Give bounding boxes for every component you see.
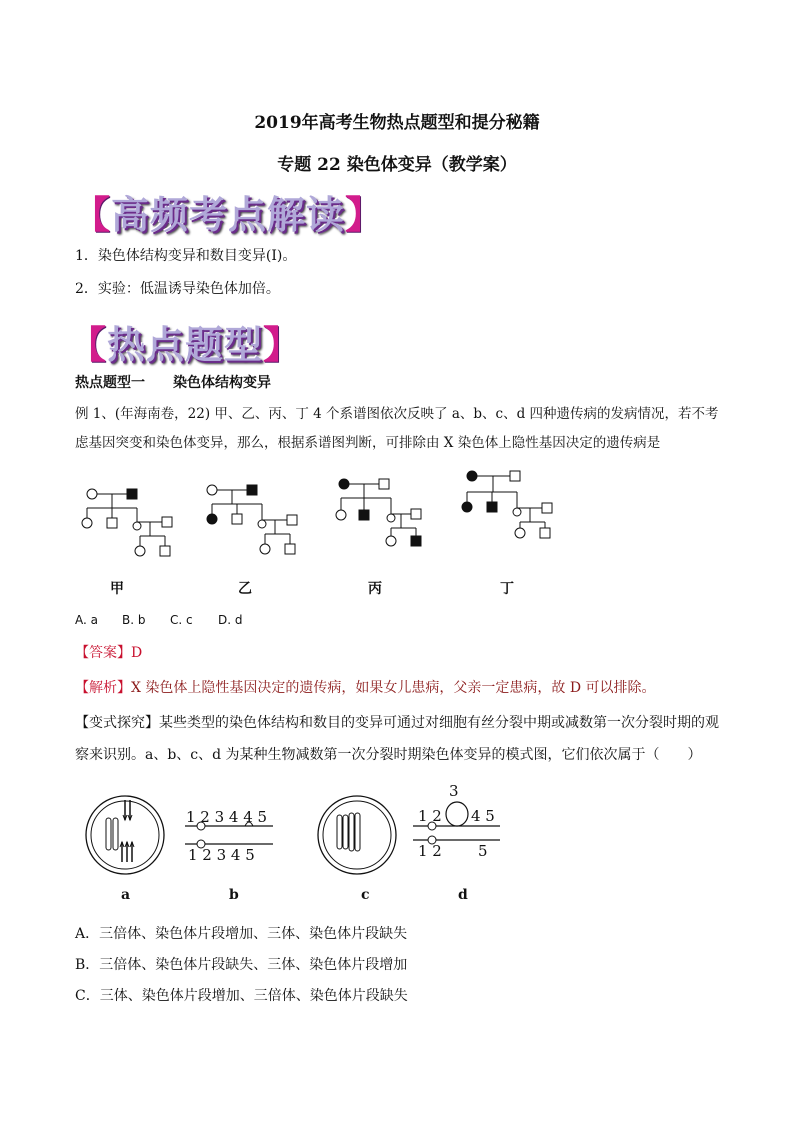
- female-affected-icon: [207, 514, 217, 524]
- figure-label-b: b: [229, 887, 239, 903]
- answer-value: D: [131, 645, 143, 661]
- analysis-text: X 染色体上隐性基因决定的遗传病，如果女儿患病，父亲一定患病，故 D 可以排除。: [131, 680, 656, 696]
- figure-c-cell: [318, 796, 396, 874]
- figure-d-top-right: 4 5: [471, 807, 495, 825]
- figure-label-a: a: [121, 887, 131, 903]
- male-unaffected-icon: [285, 544, 295, 554]
- pedigree-label-yi: 乙: [238, 581, 252, 597]
- option-c: C. c: [170, 613, 193, 627]
- male-affected-icon: [487, 502, 497, 512]
- male-affected-icon: [411, 536, 421, 546]
- choice-b: B．三倍体、染色体片段缺失、三体、染色体片段增加: [75, 957, 408, 973]
- female-affected-icon: [467, 471, 477, 481]
- banner-key-points: [72, 184, 384, 239]
- figure-d-top-left: 1 2: [418, 807, 442, 825]
- document-subtitle: 专题 22 染色体变异（教学案）: [277, 155, 517, 175]
- female-unaffected-icon: [207, 485, 217, 495]
- document-title: 2019年高考生物热点题型和提分秘籍: [254, 113, 540, 133]
- chromosome-figure: [80, 780, 520, 910]
- male-unaffected-icon: [540, 528, 550, 538]
- male-affected-icon: [127, 489, 137, 499]
- male-unaffected-icon: [510, 471, 520, 481]
- figure-d-bottom-left: 1 2: [418, 842, 442, 860]
- male-unaffected-icon: [379, 479, 389, 489]
- example-text-line2: 虑基因突变和染色体变异，那么，根据系谱图判断，可排除由 X 染色体上隐性基因决定的遗传病是: [75, 435, 661, 451]
- female-unaffected-icon: [258, 520, 266, 528]
- banner-bracket-left: 【: [72, 193, 112, 237]
- female-affected-icon: [339, 479, 349, 489]
- figure-b-bottom-numbers: 1 2 3 4 5: [188, 846, 255, 864]
- male-unaffected-icon: [162, 517, 172, 527]
- variant-line1: [75, 713, 719, 733]
- figure-d-loop-number: 3: [449, 782, 459, 800]
- female-affected-icon: [462, 502, 472, 512]
- choice-c: C．三体、染色体片段增加、三倍体、染色体片段缺失: [75, 988, 408, 1004]
- pedigree-yi: [207, 485, 297, 554]
- figure-b-top-numbers: 1 2 3 4 4 5: [186, 808, 268, 826]
- variant-line2: 察来识别。a、b、c、d 为某种生物减数第一次分裂时期染色体变异的模式图，它们依次属于（ ）: [75, 747, 702, 763]
- banner-hot-topics: [68, 314, 302, 369]
- variant-text: 某些类型的染色体结构和数目的变异可通过对细胞有丝分裂中期或减数第一次分裂时期的观: [159, 715, 719, 731]
- figure-a-cell: [86, 796, 164, 874]
- figure-label-c: c: [361, 887, 370, 903]
- section-heading: 热点题型一 染色体结构变异: [75, 375, 271, 391]
- pedigree-label-bing: 丙: [368, 581, 382, 597]
- banner-bracket-left: 【: [68, 323, 108, 367]
- analysis-line: [75, 678, 656, 698]
- pedigree-label-ding: 丁: [500, 581, 514, 597]
- female-unaffected-icon: [387, 514, 395, 522]
- male-unaffected-icon: [411, 509, 421, 519]
- male-affected-icon: [359, 510, 369, 520]
- male-unaffected-icon: [232, 514, 242, 524]
- female-unaffected-icon: [260, 544, 270, 554]
- option-b: B. b: [122, 613, 146, 627]
- female-unaffected-icon: [513, 508, 521, 516]
- male-affected-icon: [247, 485, 257, 495]
- pedigree-label-jia: 甲: [110, 581, 124, 597]
- key-point-1: 1．染色体结构变异和数目变异(Ⅰ)。: [75, 248, 297, 264]
- female-unaffected-icon: [135, 546, 145, 556]
- male-unaffected-icon: [160, 546, 170, 556]
- pedigree-ding: [462, 471, 552, 538]
- pedigree-figures: [70, 466, 570, 566]
- banner-text: 高频考点解读: [111, 193, 346, 237]
- example-text-line1: 例 1、(年海南卷，22) 甲、乙、丙、丁 4 个系谱图依次反映了 a、b、c、d 四种遗传病的发病情况，若不考: [75, 406, 719, 422]
- male-unaffected-icon: [542, 503, 552, 513]
- choice-a: A．三倍体、染色体片段增加、三体、染色体片段缺失: [75, 926, 408, 942]
- banner-bracket-right: 】: [263, 323, 303, 367]
- figure-label-d: d: [458, 887, 468, 903]
- male-unaffected-icon: [287, 515, 297, 525]
- answer-line: [75, 643, 142, 663]
- pedigree-jia: [82, 489, 172, 556]
- female-unaffected-icon: [515, 528, 525, 538]
- answer-label: 【答案】: [75, 645, 131, 661]
- pedigree-bing: [336, 479, 421, 546]
- female-unaffected-icon: [87, 489, 97, 499]
- figure-d-bottom-right: 5: [478, 842, 488, 860]
- female-unaffected-icon: [386, 536, 396, 546]
- female-unaffected-icon: [82, 518, 92, 528]
- banner-text: 热点题型: [107, 323, 264, 367]
- variant-label: 【变式探究】: [75, 715, 159, 731]
- key-point-2: 2．实验：低温诱导染色体加倍。: [75, 281, 280, 297]
- option-a: A. a: [75, 613, 98, 627]
- male-unaffected-icon: [107, 518, 117, 528]
- analysis-label: 【解析】: [75, 680, 131, 696]
- option-d: D. d: [218, 613, 243, 627]
- banner-bracket-right: 】: [345, 193, 385, 237]
- female-unaffected-icon: [336, 510, 346, 520]
- female-unaffected-icon: [133, 522, 141, 530]
